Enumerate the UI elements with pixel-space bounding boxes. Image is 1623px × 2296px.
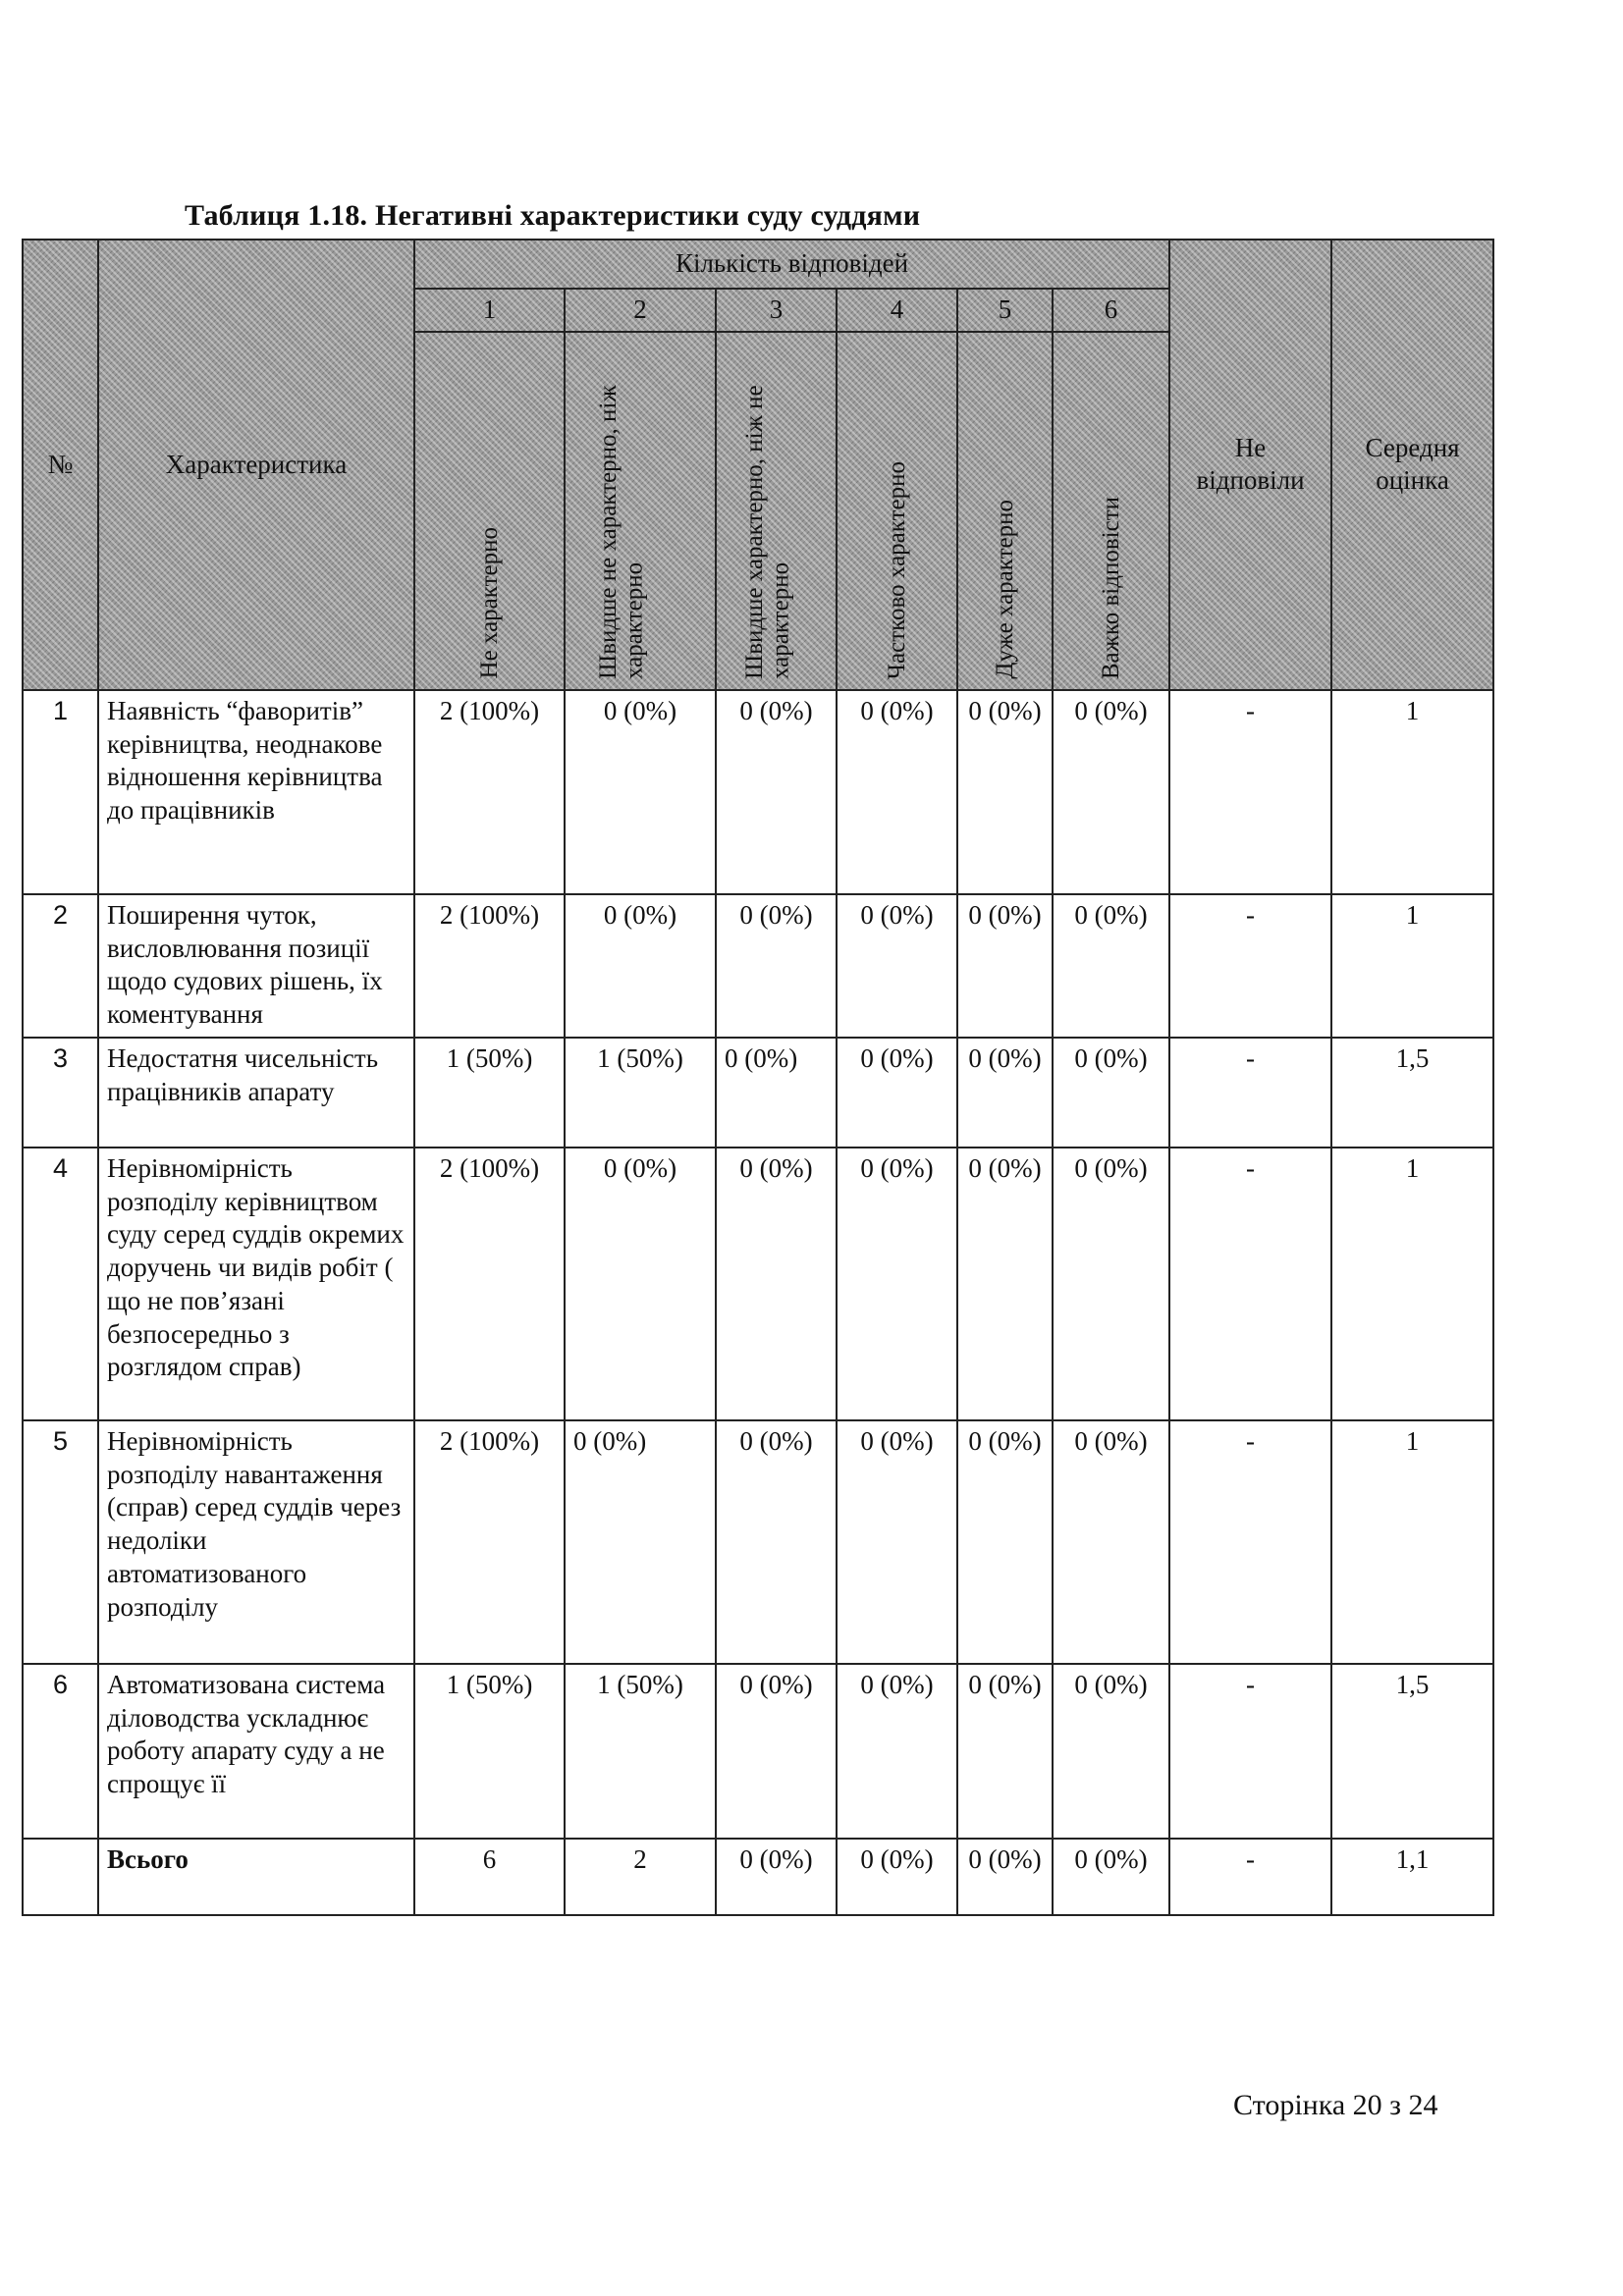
header-answer-option bbox=[837, 332, 957, 690]
table-row bbox=[23, 1148, 1493, 1420]
table-row bbox=[23, 894, 1493, 1038]
row-characteristic: Всього bbox=[98, 1839, 414, 1915]
row-value: 0 (0%) bbox=[716, 1038, 837, 1148]
row-value: 0 (0%) bbox=[565, 1148, 716, 1420]
row-value: 0 (0%) bbox=[1053, 1420, 1169, 1664]
header-answer-label: Швидше характерно, ніж не характерно bbox=[740, 385, 793, 679]
row-value: 0 (0%) bbox=[716, 1664, 837, 1839]
row-value: 0 (0%) bbox=[716, 1420, 837, 1664]
table-row bbox=[23, 690, 1493, 894]
row-characteristic: Нерівномірність розподілу навантаження (справ) серед суддів через недоліки автоматизованого розподілу bbox=[98, 1420, 414, 1664]
row-value: 0 (0%) bbox=[957, 1420, 1053, 1664]
row-no-answer: - bbox=[1169, 1420, 1331, 1664]
row-value: 0 (0%) bbox=[716, 1839, 837, 1915]
row-value: 0 (0%) bbox=[957, 1148, 1053, 1420]
header-no-answer: Не відповіли bbox=[1169, 240, 1331, 690]
row-value: 0 (0%) bbox=[565, 1420, 716, 1664]
row-value: 1 (50%) bbox=[414, 1038, 565, 1148]
row-average: 1 bbox=[1331, 690, 1493, 894]
header-no: № bbox=[23, 240, 98, 690]
row-no-answer: - bbox=[1169, 894, 1331, 1038]
header-answer-label: Дуже характерно bbox=[991, 500, 1018, 679]
header-col-number: 3 bbox=[716, 289, 837, 332]
row-value: 0 (0%) bbox=[837, 690, 957, 894]
row-value: 2 (100%) bbox=[414, 1420, 565, 1664]
row-number: 1 bbox=[23, 690, 98, 894]
row-average: 1 bbox=[1331, 894, 1493, 1038]
row-average: 1 bbox=[1331, 1420, 1493, 1664]
row-value: 0 (0%) bbox=[1053, 1038, 1169, 1148]
row-average: 1,1 bbox=[1331, 1839, 1493, 1915]
page-number: Сторінка 20 з 24 bbox=[1233, 2089, 1438, 2121]
header-col-number: 6 bbox=[1053, 289, 1169, 332]
characteristics-table bbox=[22, 239, 1494, 1916]
header-col-number: 2 bbox=[565, 289, 716, 332]
row-value: 0 (0%) bbox=[565, 894, 716, 1038]
row-value: 0 (0%) bbox=[837, 1420, 957, 1664]
row-value: 0 (0%) bbox=[1053, 1839, 1169, 1915]
row-value: 0 (0%) bbox=[837, 1839, 957, 1915]
row-characteristic: Поширення чуток, висловлювання позиції щодо судових рішень, їх коментування bbox=[98, 894, 414, 1038]
row-value: 2 (100%) bbox=[414, 1148, 565, 1420]
header-col-number: 5 bbox=[957, 289, 1053, 332]
header-answers-group: Кількість відповідей bbox=[414, 240, 1169, 289]
row-value: 0 (0%) bbox=[565, 690, 716, 894]
table-row bbox=[23, 1038, 1493, 1148]
row-no-answer: - bbox=[1169, 690, 1331, 894]
header-average: Середня оцінка bbox=[1331, 240, 1493, 690]
header-col-number: 4 bbox=[837, 289, 957, 332]
row-value: 0 (0%) bbox=[1053, 690, 1169, 894]
row-value: 0 (0%) bbox=[957, 1664, 1053, 1839]
row-value: 0 (0%) bbox=[1053, 1148, 1169, 1420]
row-no-answer: - bbox=[1169, 1664, 1331, 1839]
header-answer-option bbox=[414, 332, 565, 690]
header-answer-label: Частково характерно bbox=[883, 460, 910, 679]
row-value: 0 (0%) bbox=[837, 1038, 957, 1148]
row-number: 6 bbox=[23, 1664, 98, 1839]
table-row bbox=[23, 1664, 1493, 1839]
row-number bbox=[23, 1839, 98, 1915]
row-average: 1,5 bbox=[1331, 1664, 1493, 1839]
table-title: Таблиця 1.18. Негативні характеристики суду суддями bbox=[185, 199, 921, 232]
row-value: 6 bbox=[414, 1839, 565, 1915]
row-value: 1 (50%) bbox=[414, 1664, 565, 1839]
row-number: 5 bbox=[23, 1420, 98, 1664]
row-number: 3 bbox=[23, 1038, 98, 1148]
table-row bbox=[23, 1420, 1493, 1664]
row-characteristic: Автоматизована система діловодства ускладнює роботу апарату суду а не спрощує її bbox=[98, 1664, 414, 1839]
header-characteristic: Характеристика bbox=[98, 240, 414, 690]
total-row bbox=[23, 1839, 1493, 1915]
row-number: 2 bbox=[23, 894, 98, 1038]
row-value: 0 (0%) bbox=[957, 690, 1053, 894]
row-characteristic: Недостатня чисельність працівників апарату bbox=[98, 1038, 414, 1148]
header-answer-option bbox=[716, 332, 837, 690]
row-value: 0 (0%) bbox=[837, 894, 957, 1038]
row-value: 2 (100%) bbox=[414, 894, 565, 1038]
row-value: 0 (0%) bbox=[716, 1148, 837, 1420]
header-answer-label: Не характерно bbox=[475, 527, 503, 679]
header-answer-option bbox=[1053, 332, 1169, 690]
header-answer-label: Швидше не характерно, ніж характерно bbox=[595, 385, 648, 679]
row-no-answer: - bbox=[1169, 1148, 1331, 1420]
row-number: 4 bbox=[23, 1148, 98, 1420]
row-characteristic: Наявність “фаворитів” керівництва, неоднакове відношення керівництва до працівників bbox=[98, 690, 414, 894]
row-value: 1 (50%) bbox=[565, 1038, 716, 1148]
header-answer-option bbox=[565, 332, 716, 690]
row-value: 0 (0%) bbox=[716, 894, 837, 1038]
row-value: 1 (50%) bbox=[565, 1664, 716, 1839]
row-no-answer: - bbox=[1169, 1839, 1331, 1915]
row-value: 0 (0%) bbox=[957, 1038, 1053, 1148]
row-average: 1 bbox=[1331, 1148, 1493, 1420]
row-value: 0 (0%) bbox=[837, 1148, 957, 1420]
header-answer-option bbox=[957, 332, 1053, 690]
row-value: 0 (0%) bbox=[837, 1664, 957, 1839]
header-col-number: 1 bbox=[414, 289, 565, 332]
row-average: 1,5 bbox=[1331, 1038, 1493, 1148]
row-value: 2 bbox=[565, 1839, 716, 1915]
row-value: 0 (0%) bbox=[716, 690, 837, 894]
row-value: 0 (0%) bbox=[957, 1839, 1053, 1915]
row-value: 2 (100%) bbox=[414, 690, 565, 894]
header-answer-label: Важко відповісти bbox=[1097, 496, 1124, 679]
row-no-answer: - bbox=[1169, 1038, 1331, 1148]
row-value: 0 (0%) bbox=[1053, 894, 1169, 1038]
row-characteristic: Нерівномірність розподілу керівництвом суду серед суддів окремих доручень чи видів робіт ( що не пов’язані безпосередньо з розглядом справ) bbox=[98, 1148, 414, 1420]
row-value: 0 (0%) bbox=[957, 894, 1053, 1038]
row-value: 0 (0%) bbox=[1053, 1664, 1169, 1839]
